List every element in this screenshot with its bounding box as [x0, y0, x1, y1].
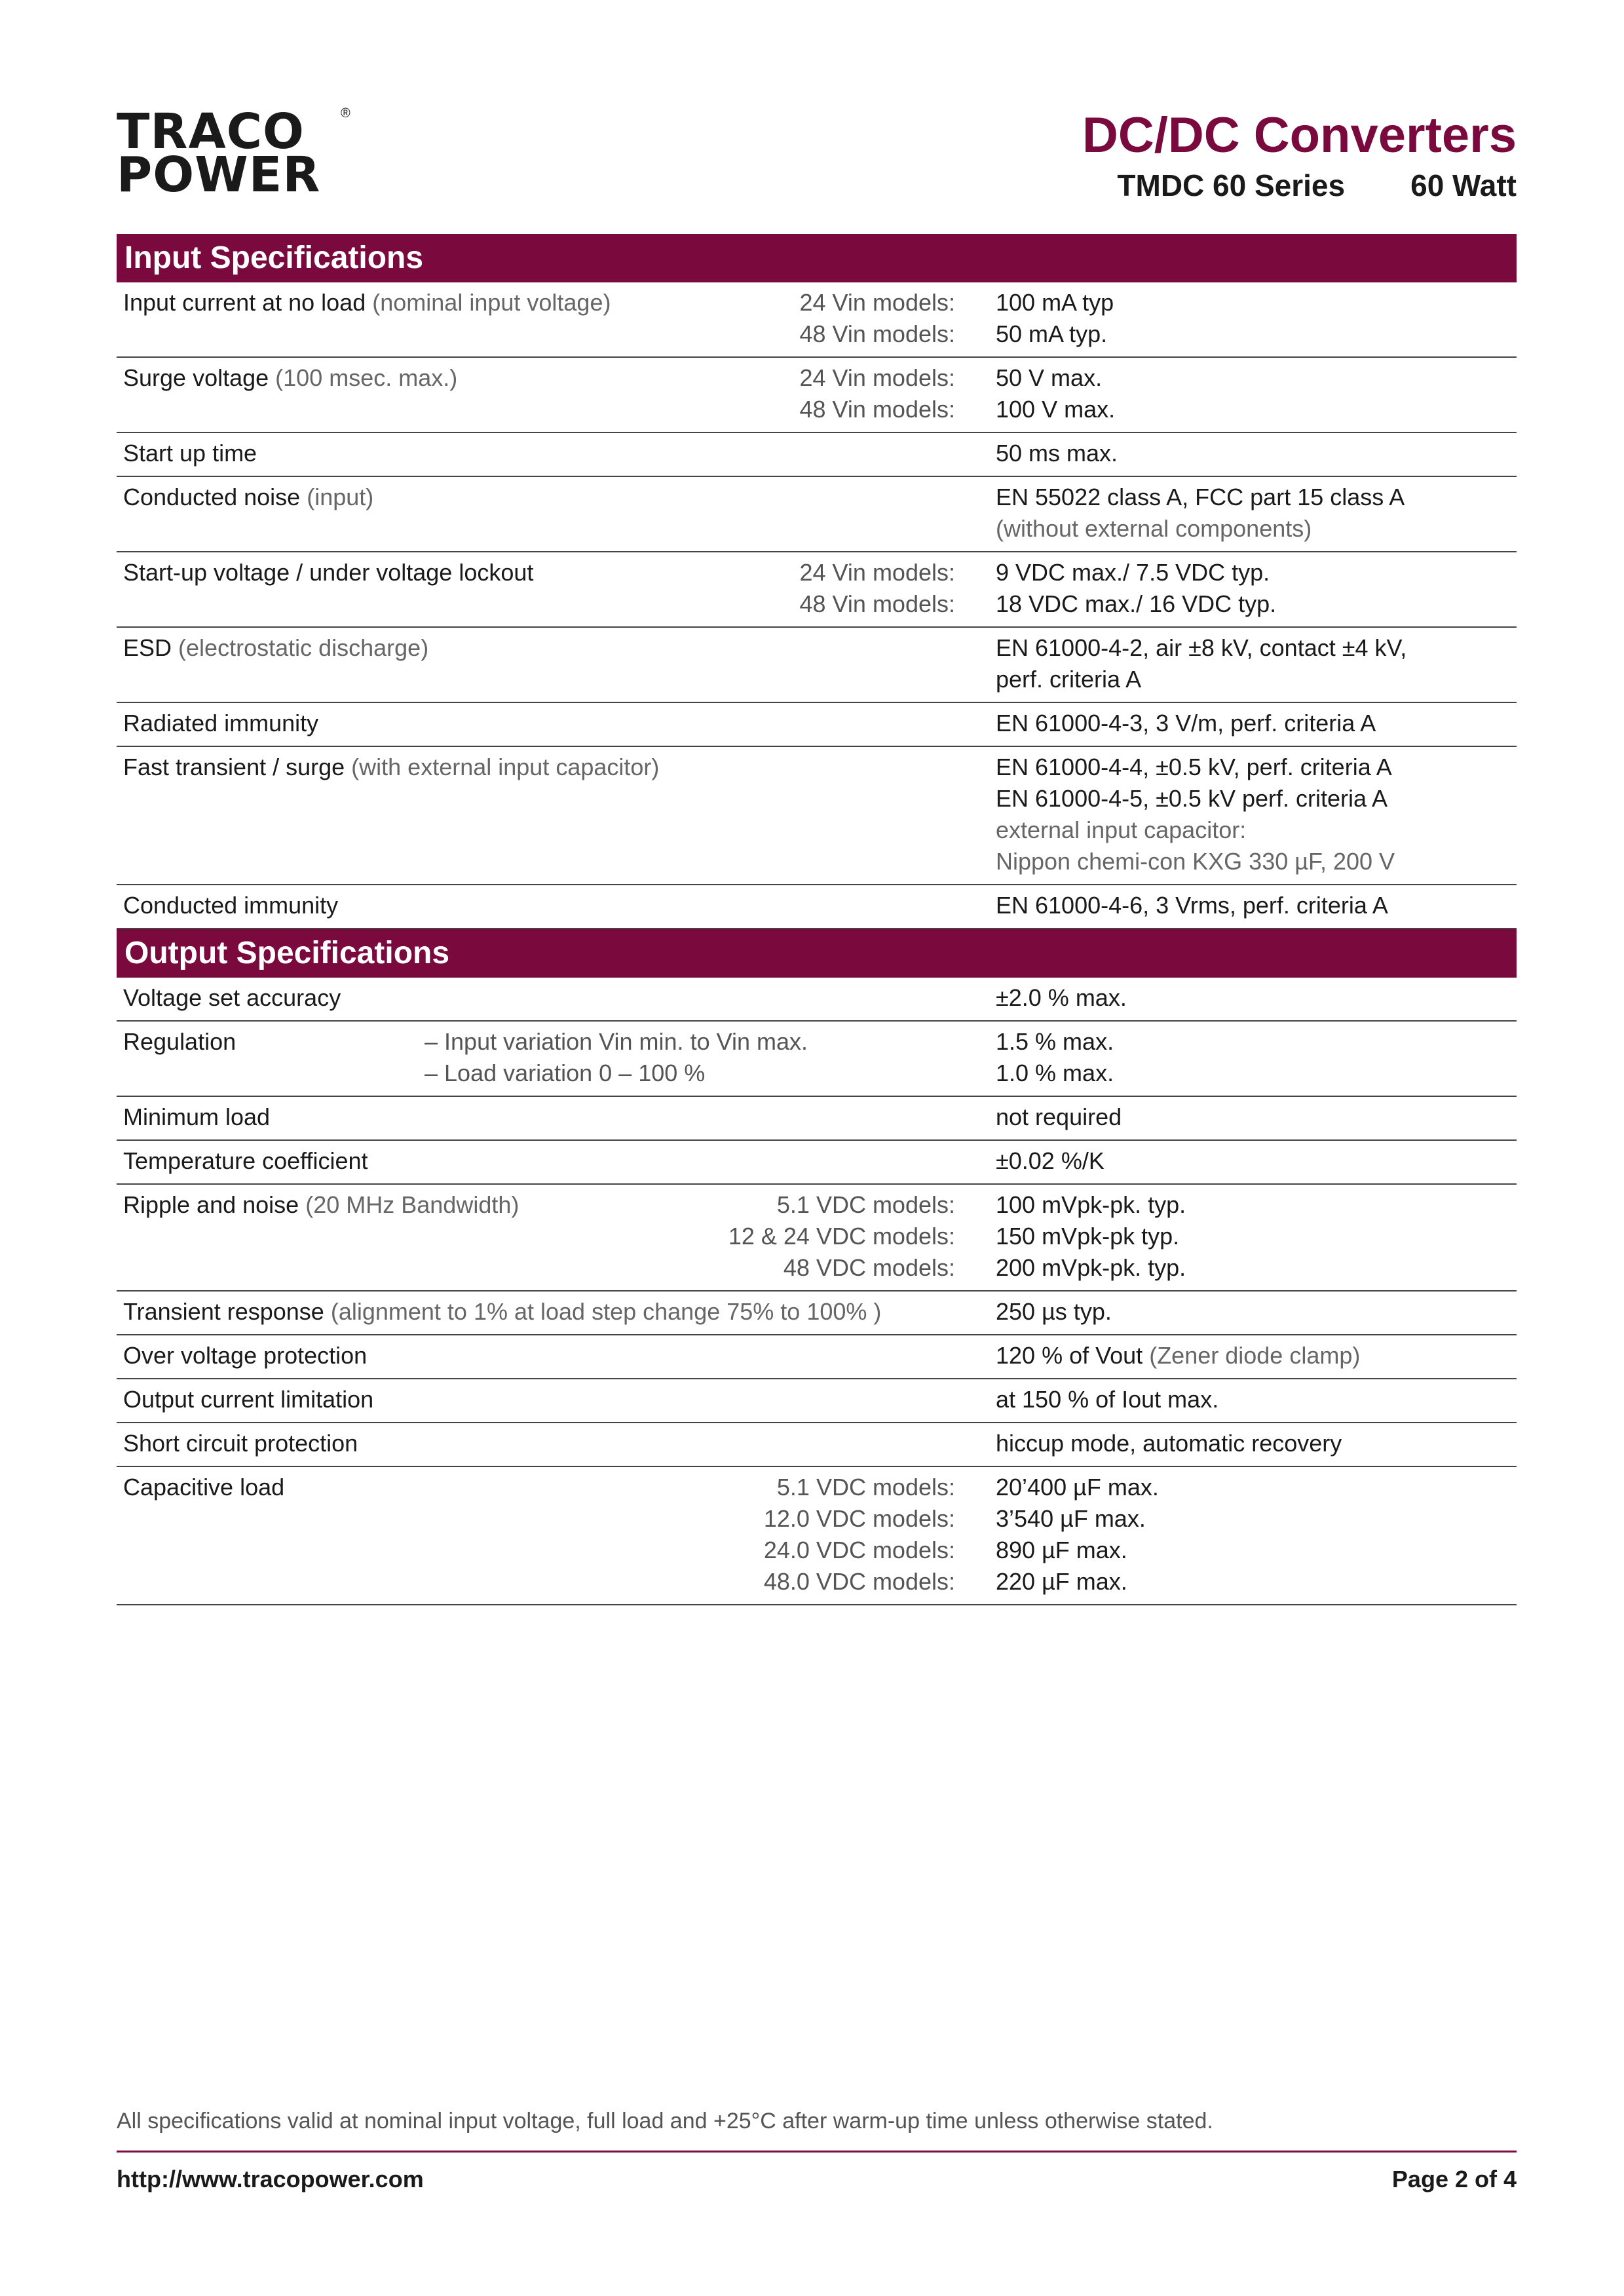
spec-value	[996, 1566, 1517, 1598]
spec-row	[117, 1022, 1517, 1097]
spec-label-line	[123, 438, 981, 469]
spec-value-text: 250 µs typ.	[996, 1298, 1112, 1325]
spec-value-text: 120 % of Vout	[996, 1342, 1143, 1369]
spec-label-cell	[117, 708, 981, 739]
condition-line: – Input variation Vin min. to Vin max.	[425, 1028, 808, 1055]
spec-value-cell	[981, 1428, 1517, 1459]
spec-label-cell	[117, 1145, 981, 1177]
spec-label-line	[123, 890, 981, 921]
spec-value-text: 100 V max.	[996, 396, 1116, 423]
footer-url[interactable]: http://www.tracopower.com	[117, 2166, 424, 2192]
model-labels	[728, 1189, 955, 1284]
spec-row	[117, 628, 1517, 703]
model-label: 12.0 VDC models:	[763, 1505, 955, 1532]
model-label: 48 Vin models:	[799, 396, 955, 423]
spec-value-cell	[981, 708, 1517, 739]
spec-label-cell	[117, 1189, 981, 1284]
spec-row	[117, 1141, 1517, 1185]
spec-value	[996, 1221, 1517, 1252]
spec-value	[996, 1145, 1517, 1177]
model-label: 24.0 VDC models:	[763, 1537, 955, 1563]
spec-label-note: (100 msec. max.)	[275, 364, 458, 391]
spec-label: Surge voltage	[123, 364, 269, 391]
spec-label-cell	[117, 890, 981, 921]
spec-value	[996, 394, 1517, 425]
document-header	[927, 106, 1517, 203]
spec-value-cell	[981, 1101, 1517, 1133]
spec-row	[117, 433, 1517, 477]
model-labels	[800, 557, 955, 620]
spec-label-cell	[117, 1101, 981, 1133]
regulation-conditions	[425, 1026, 808, 1089]
spec-label-cell	[117, 1472, 981, 1598]
spec-value-text: hiccup mode, automatic recovery	[996, 1430, 1342, 1457]
spec-value-text: 20’400 µF max.	[996, 1474, 1159, 1501]
spec-value	[996, 708, 1517, 739]
spec-label: Short circuit protection	[123, 1430, 358, 1457]
spec-label-line	[123, 752, 981, 783]
model-label: 48 Vin models:	[799, 320, 955, 347]
spec-row	[117, 552, 1517, 628]
spec-value	[996, 1058, 1517, 1089]
spec-value-text: 1.0 % max.	[996, 1060, 1114, 1086]
spec-value	[996, 1535, 1517, 1566]
spec-value-text: 220 µF max.	[996, 1568, 1127, 1595]
spec-label-line	[123, 1101, 981, 1133]
registered-mark: ®	[341, 106, 350, 121]
spec-value	[996, 783, 1517, 814]
spec-label-line	[123, 1428, 981, 1459]
spec-value-text: 9 VDC max./ 7.5 VDC typ.	[996, 559, 1270, 586]
spec-label-cell	[117, 1296, 981, 1328]
spec-label-cell	[117, 1384, 981, 1415]
spec-value-text: 3’540 µF max.	[996, 1505, 1146, 1532]
spec-value-text: EN 61000-4-3, 3 V/m, perf. criteria A	[996, 710, 1376, 737]
logo-line-1: TRACO	[117, 104, 305, 160]
spec-value	[996, 1503, 1517, 1535]
spec-label-line	[123, 1145, 981, 1177]
spec-value-text: EN 55022 class A, FCC part 15 class A	[996, 484, 1405, 510]
input-section-header: Input Specifications	[117, 234, 1517, 282]
spec-value	[996, 362, 1517, 394]
spec-value-text: 100 mVpk-pk. typ.	[996, 1191, 1186, 1218]
spec-value	[996, 982, 1517, 1014]
spec-value	[996, 752, 1517, 783]
spec-value	[996, 1296, 1517, 1328]
spec-value-text: 1.5 % max.	[996, 1028, 1114, 1055]
spec-label-note: (electrostatic discharge)	[178, 634, 429, 661]
model-label: 48 Vin models:	[799, 590, 955, 617]
spec-label: Output current limitation	[123, 1386, 374, 1413]
footer-divider	[117, 2151, 1517, 2152]
spec-value	[996, 482, 1517, 513]
spec-value-cell	[981, 1472, 1517, 1598]
model-labels	[800, 287, 955, 350]
spec-value-text: 50 mA typ.	[996, 320, 1108, 347]
spec-label: Capacitive load	[123, 1474, 285, 1501]
model-labels	[764, 1472, 955, 1598]
spec-label: Regulation	[123, 1028, 236, 1055]
spec-label: Input current at no load	[123, 289, 366, 316]
spec-label-line	[123, 482, 981, 513]
spec-value	[996, 1189, 1517, 1221]
spec-row	[117, 978, 1517, 1022]
model-label: 48.0 VDC models:	[763, 1568, 955, 1595]
spec-value-cell	[981, 1340, 1517, 1371]
spec-value-note: Nippon chemi-con KXG 330 µF, 200 V	[996, 848, 1395, 875]
spec-label: Over voltage protection	[123, 1342, 368, 1369]
model-label: 5.1 VDC models:	[776, 1191, 955, 1218]
output-section-header: Output Specifications	[117, 929, 1517, 978]
spec-value	[996, 1252, 1517, 1284]
spec-label: Ripple and noise	[123, 1191, 299, 1218]
model-label: 24 Vin models:	[799, 364, 955, 391]
spec-label: Conducted immunity	[123, 892, 339, 919]
spec-label-note: (nominal input voltage)	[372, 289, 611, 316]
spec-value-text: ±0.02 %/K	[996, 1147, 1105, 1174]
spec-value	[996, 318, 1517, 350]
spec-label-note: (alignment to 1% at load step change 75% to 100% )	[330, 1298, 882, 1325]
logo-line-2: POWER	[117, 147, 321, 203]
spec-label-cell	[117, 982, 981, 1014]
condition-line: – Load variation 0 – 100 %	[425, 1060, 706, 1086]
spec-value	[996, 438, 1517, 469]
spec-row	[117, 1292, 1517, 1335]
spec-value-cell	[981, 557, 1517, 620]
spec-row	[117, 1335, 1517, 1379]
spec-label-cell	[117, 1428, 981, 1459]
page-number: Page 2 of 4	[1391, 2166, 1517, 2192]
spec-label: ESD	[123, 634, 172, 661]
spec-value	[996, 287, 1517, 318]
spec-value-text: 50 ms max.	[996, 440, 1118, 467]
spec-label: Temperature coefficient	[123, 1147, 368, 1174]
model-label: 24 Vin models:	[799, 559, 955, 586]
spec-row	[117, 1379, 1517, 1423]
spec-label-cell	[117, 1026, 981, 1089]
spec-value	[996, 1026, 1517, 1058]
spec-value-cell	[981, 287, 1517, 350]
spec-label-cell	[117, 752, 981, 877]
spec-row	[117, 703, 1517, 747]
spec-value	[996, 1472, 1517, 1503]
series-name: TMDC 60 Series	[1117, 168, 1346, 202]
spec-value-text: 200 mVpk-pk. typ.	[996, 1254, 1186, 1281]
spec-value	[996, 664, 1517, 695]
spec-label: Voltage set accuracy	[123, 984, 341, 1011]
spec-row	[117, 1185, 1517, 1292]
spec-value-text: EN 61000-4-2, air ±8 kV, contact ±4 kV,	[996, 634, 1407, 661]
model-label: 5.1 VDC models:	[776, 1474, 955, 1501]
spec-label-line	[123, 1296, 981, 1328]
spec-value	[996, 1428, 1517, 1459]
spec-value-cell	[981, 1145, 1517, 1177]
spec-value-cell	[981, 362, 1517, 425]
spec-value	[996, 588, 1517, 620]
spec-value-cell	[981, 1026, 1517, 1089]
spec-value-cell	[981, 752, 1517, 877]
spec-value-cell	[981, 1189, 1517, 1284]
traco-power-logo	[117, 104, 352, 203]
spec-value-cell	[981, 1296, 1517, 1328]
spec-value-inline-note: (Zener diode clamp)	[1149, 1342, 1361, 1369]
spec-value-cell	[981, 482, 1517, 545]
spec-value-text: 890 µF max.	[996, 1537, 1127, 1563]
spec-label-cell	[117, 362, 981, 425]
spec-label: Start up time	[123, 440, 257, 467]
spec-label-cell	[117, 287, 981, 350]
spec-value-text: perf. criteria A	[996, 666, 1142, 693]
spec-label-line	[123, 632, 981, 664]
spec-value-cell	[981, 1384, 1517, 1415]
wattage: 60 Watt	[1410, 168, 1517, 202]
spec-label-cell	[117, 632, 981, 695]
model-label: 24 Vin models:	[799, 289, 955, 316]
document-subtitle	[927, 168, 1517, 203]
spec-row	[117, 1097, 1517, 1141]
spec-value	[996, 557, 1517, 588]
spec-value	[996, 890, 1517, 921]
spec-label-line	[123, 982, 981, 1014]
spec-value	[996, 632, 1517, 664]
spec-value-text: 100 mA typ	[996, 289, 1114, 316]
spec-value-text: EN 61000-4-5, ±0.5 kV perf. criteria A	[996, 785, 1388, 812]
spec-row	[117, 747, 1517, 885]
spec-label-line	[123, 1340, 981, 1371]
spec-value-cell	[981, 438, 1517, 469]
spec-label-cell	[117, 557, 981, 620]
spec-value-text: EN 61000-4-6, 3 Vrms, perf. criteria A	[996, 892, 1388, 919]
spec-value	[996, 1384, 1517, 1415]
spec-value-text: EN 61000-4-4, ±0.5 kV, perf. criteria A	[996, 754, 1392, 780]
spec-label-note: (with external input capacitor)	[351, 754, 660, 780]
spec-value-text: not required	[996, 1103, 1122, 1130]
spec-value	[996, 1101, 1517, 1133]
spec-value-note: (without external components)	[996, 515, 1312, 542]
spec-value-cell	[981, 890, 1517, 921]
spec-table	[117, 234, 1517, 1605]
spec-label-line	[123, 1384, 981, 1415]
spec-row	[117, 1423, 1517, 1467]
spec-label: Minimum load	[123, 1103, 271, 1130]
spec-row	[117, 885, 1517, 929]
spec-value-note: external input capacitor:	[996, 816, 1247, 843]
spec-label-cell	[117, 482, 981, 545]
spec-row	[117, 358, 1517, 433]
spec-label-cell	[117, 438, 981, 469]
footer-note: All specifications valid at nominal input voltage, full load and +25°C after warm-up time unless otherwise stated.	[117, 2109, 1213, 2133]
spec-value-text: 50 V max.	[996, 364, 1103, 391]
spec-label-cell	[117, 1340, 981, 1371]
model-label: 48 VDC models:	[783, 1254, 955, 1281]
model-labels	[800, 362, 955, 425]
spec-label: Transient response	[123, 1298, 324, 1325]
document-title: DC/DC Converters	[1082, 107, 1517, 163]
spec-label-note: (20 MHz Bandwidth)	[305, 1191, 519, 1218]
spec-label-line	[123, 708, 981, 739]
spec-value-text: at 150 % of Iout max.	[996, 1386, 1219, 1413]
spec-row	[117, 1467, 1517, 1605]
output-spec-rows	[117, 978, 1517, 1605]
input-spec-rows	[117, 282, 1517, 929]
spec-label: Conducted noise	[123, 484, 301, 510]
spec-label: Radiated immunity	[123, 710, 319, 737]
spec-value-cell	[981, 982, 1517, 1014]
spec-label: Fast transient / surge	[123, 754, 345, 780]
spec-row	[117, 282, 1517, 358]
spec-value-text: ±2.0 % max.	[996, 984, 1127, 1011]
spec-value-text: 150 mVpk-pk typ.	[996, 1223, 1180, 1250]
spec-value-cell	[981, 632, 1517, 695]
spec-value	[996, 1340, 1517, 1371]
spec-label-note: (input)	[307, 484, 374, 510]
model-label: 12 & 24 VDC models:	[728, 1223, 955, 1250]
spec-value-text: 18 VDC max./ 16 VDC typ.	[996, 590, 1277, 617]
spec-row	[117, 477, 1517, 552]
spec-label: Start-up voltage / under voltage lockout	[123, 559, 534, 586]
